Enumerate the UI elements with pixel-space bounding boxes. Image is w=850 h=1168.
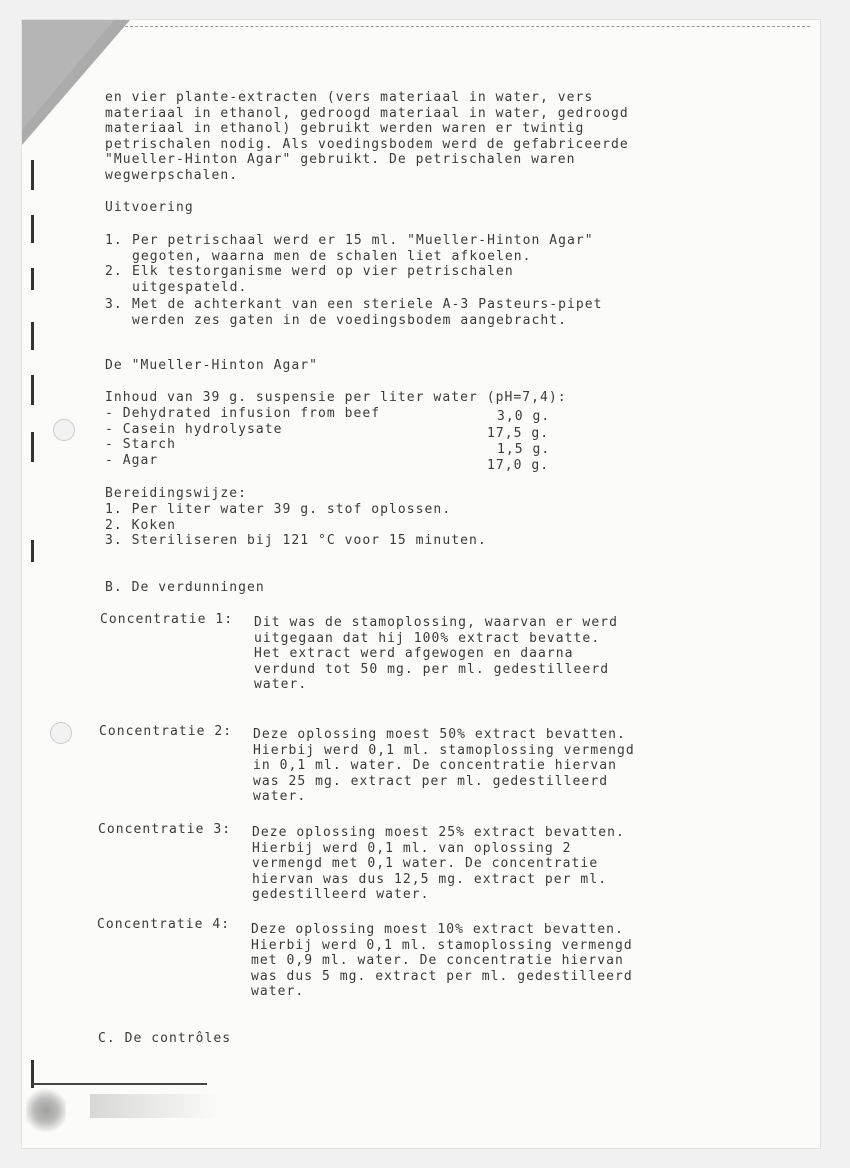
text-line: water. — [254, 677, 308, 692]
section-heading-agar: De "Mueller-Hinton Agar" — [105, 358, 319, 373]
text-line: materiaal in ethanol, gedroogd materiaal in water, gedroogd — [105, 105, 629, 121]
text-line: 2. Koken — [105, 517, 177, 533]
step-2-text — [132, 264, 514, 295]
punch-hole-top — [53, 419, 75, 441]
ingredient-amount: 3,0 g. — [497, 409, 551, 424]
text-line: was dus 5 mg. extract per ml. gedestilleerd — [251, 968, 633, 984]
text-line: Hierbij werd 0,1 ml. stamoplossing vermengd — [251, 937, 633, 953]
concentratie-4-text — [251, 922, 633, 1000]
inhoud-line: Inhoud van 39 g. suspensie per liter water (pH=7,4): — [105, 390, 567, 405]
top-edge-line — [120, 26, 810, 27]
ingredient-name: - Dehydrated infusion from beef — [105, 406, 381, 421]
text-line: 3. Steriliseren bij 121 °C voor 15 minuten. — [105, 533, 487, 548]
text-line: verdund tot 50 mg. per ml. gedestilleerd — [254, 661, 610, 677]
text-line: Het extract werd afgewogen en daarna — [254, 646, 574, 661]
section-heading-uitvoering: Uitvoering — [105, 200, 194, 215]
text-line: 1. Per liter water 39 g. stof oplossen. — [105, 502, 452, 517]
folded-corner-shadow — [22, 20, 114, 130]
ingredient-name: - Casein hydrolysate — [105, 422, 283, 437]
text-line: Elk testorganisme werd op vier petrischalen — [132, 264, 514, 279]
edge-mark — [31, 322, 34, 350]
concentratie-label: Concentratie 2: — [99, 724, 233, 739]
bottom-edge-line — [32, 1083, 207, 1085]
bereiding-steps — [105, 502, 487, 549]
text-line: "Mueller-Hinton Agar" gebruikt. De petrischalen waren — [105, 152, 576, 167]
intro-paragraph — [105, 90, 629, 183]
punch-hole-bottom — [50, 722, 72, 744]
ingredient-amount: 1,5 g. — [497, 442, 551, 457]
text-line: was 25 mg. extract per ml. gedestilleerd — [253, 773, 609, 789]
text-line: petrischalen nodig. Als voedingsbodem werd de gefabriceerde — [105, 136, 629, 152]
ingredient-amount: 17,0 g. — [487, 458, 550, 473]
concentratie-label: Concentratie 3: — [98, 822, 232, 837]
text-line: wegwerpschalen. — [105, 167, 239, 183]
edge-mark — [31, 375, 34, 405]
concentratie-2-text — [253, 727, 635, 805]
step-number: 3. — [105, 297, 123, 312]
text-line: hiervan was dus 12,5 mg. extract per ml. — [252, 871, 608, 887]
text-line: Hierbij werd 0,1 ml. stamoplossing vermengd — [253, 742, 635, 758]
ingredient-amount: 17,5 g. — [487, 426, 550, 441]
edge-mark — [31, 540, 34, 562]
text-line: werden zes gaten in de voedingsbodem aangebracht. — [132, 312, 567, 328]
text-line: Deze oplossing moest 25% extract bevatten. — [252, 825, 625, 840]
scan-smudge — [26, 1088, 66, 1133]
step-number: 1. — [105, 233, 123, 248]
text-line: Met de achterkant van een steriele A-3 Pasteurs-pipet — [132, 297, 603, 312]
step-1-text — [132, 233, 594, 264]
text-line: gedestilleerd water. — [252, 887, 430, 902]
text-line: Per petrischaal werd er 15 ml. "Mueller-Hinton Agar" — [132, 233, 594, 248]
section-heading-verdunningen: B. De verdunningen — [105, 580, 265, 595]
edge-mark — [31, 160, 34, 190]
concentratie-3-text — [252, 825, 625, 903]
text-line: Hierbij werd 0,1 ml. van oplossing 2 — [252, 840, 572, 856]
text-line: Dit was de stamoplossing, waarvan er werd — [254, 615, 618, 630]
concentratie-label: Concentratie 1: — [100, 612, 234, 627]
step-3-text — [132, 297, 602, 328]
text-line: uitgegaan dat hij 100% extract bevatte. — [254, 630, 601, 646]
text-line: en vier plante-extracten (vers materiaal in water, vers — [105, 90, 594, 105]
text-line: vermengd met 0,1 water. De concentratie — [252, 856, 599, 871]
text-line: water. — [253, 789, 307, 804]
concentratie-label: Concentratie 4: — [97, 917, 231, 932]
step-number: 2. — [105, 264, 123, 279]
text-line: Deze oplossing moest 50% extract bevatten. — [253, 727, 626, 742]
text-line: in 0,1 ml. water. De concentratie hiervan — [253, 758, 617, 773]
text-line: water. — [251, 984, 305, 999]
bereiding-heading: Bereidingswijze: — [105, 486, 248, 501]
edge-mark — [31, 268, 34, 290]
concentratie-1-text — [254, 615, 618, 693]
text-line: gegoten, waarna men de schalen liet afkoelen. — [132, 248, 532, 264]
edge-mark — [31, 215, 34, 243]
edge-mark — [31, 432, 34, 462]
text-line: Deze oplossing moest 10% extract bevatten. — [251, 922, 624, 937]
ingredient-name: - Agar — [105, 453, 159, 468]
text-line: met 0,9 ml. water. De concentratie hiervan — [251, 953, 624, 968]
text-line: materiaal in ethanol) gebruikt werden waren er twintig — [105, 121, 585, 136]
section-heading-controles: C. De contrôles — [98, 1031, 232, 1046]
text-line: uitgespateld. — [132, 279, 248, 295]
ingredient-name: - Starch — [105, 437, 177, 452]
scan-smudge — [90, 1094, 220, 1118]
